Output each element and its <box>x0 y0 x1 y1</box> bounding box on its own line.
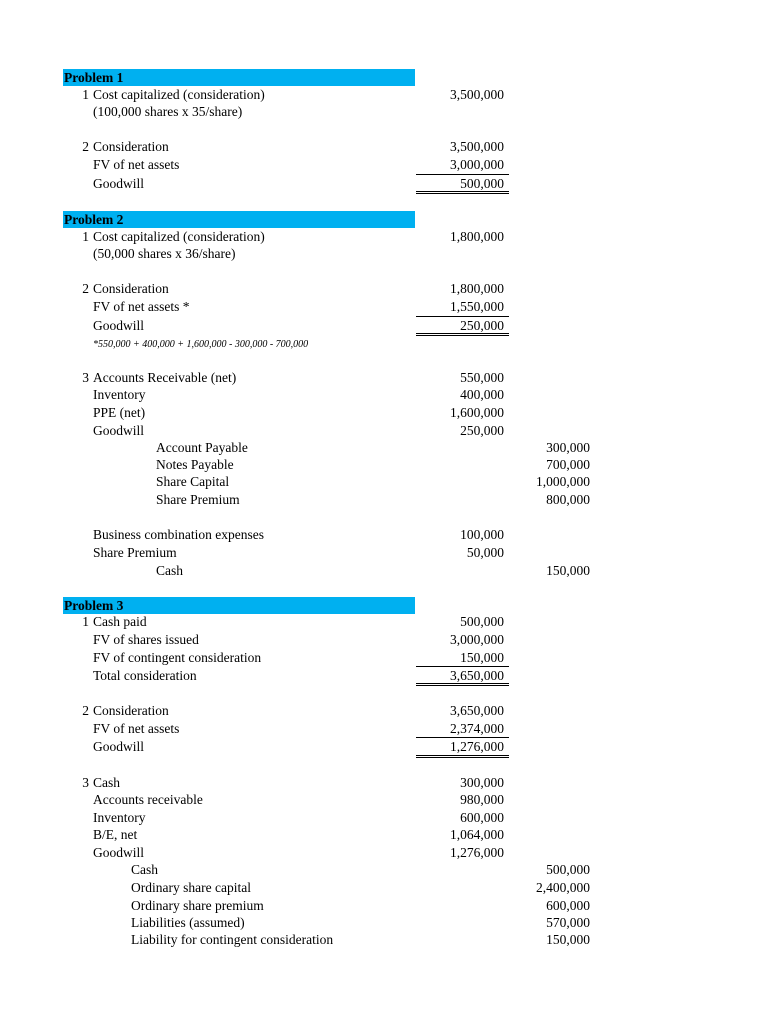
journal-credit-amount: 150,000 <box>546 932 590 947</box>
journal-debit-amount: 600,000 <box>460 810 504 825</box>
consideration-amount: 1,800,000 <box>450 281 504 296</box>
journal-credit-amount: 600,000 <box>546 898 590 913</box>
goodwill-label: Goodwill <box>93 739 145 754</box>
fv-net-assets-amount: 2,374,000 <box>450 721 504 736</box>
journal-debit-label: PPE (net) <box>93 405 146 420</box>
journal-credit-label: Liability for contingent consideration <box>131 932 334 947</box>
journal-debit-amount: 1,064,000 <box>450 827 504 842</box>
goodwill-amount: 500,000 <box>460 176 504 191</box>
journal-debit-amount: 550,000 <box>460 370 504 385</box>
problem-1-header <box>63 69 415 86</box>
journal-debit-label: Accounts Receivable (net) <box>93 370 237 385</box>
journal-credit-amount: 570,000 <box>546 915 590 930</box>
journal-debit-amount: 980,000 <box>460 792 504 807</box>
fv-contingent-label: FV of contingent consideration <box>93 650 262 665</box>
item-number: 1 <box>82 87 89 102</box>
journal-credit-amount: 700,000 <box>546 457 590 472</box>
journal-debit-label: Share Premium <box>93 545 177 560</box>
problem-3-title: Problem 3 <box>64 598 124 613</box>
item-number: 1 <box>82 229 89 244</box>
goodwill-label: Goodwill <box>93 176 145 191</box>
fv-net-assets-label: FV of net assets * <box>93 299 190 314</box>
problem-2-header <box>63 211 415 228</box>
item-number: 2 <box>82 139 89 154</box>
journal-debit-label: Inventory <box>93 810 146 825</box>
fv-net-assets-label: FV of net assets <box>93 721 180 736</box>
journal-debit-amount: 1,600,000 <box>450 405 504 420</box>
journal-debit-label: Business combination expenses <box>93 527 264 542</box>
double-rule <box>416 333 509 334</box>
cost-capitalized-label: Cost capitalized (consideration) <box>93 229 265 244</box>
consideration-label: Consideration <box>93 281 169 296</box>
journal-debit-amount: 400,000 <box>460 387 504 402</box>
journal-credit-label: Ordinary share premium <box>131 898 264 913</box>
journal-credit-label: Share Premium <box>156 492 240 507</box>
fv-shares-issued-label: FV of shares issued <box>93 632 199 647</box>
journal-debit-label: Inventory <box>93 387 146 402</box>
consideration-label: Consideration <box>93 703 169 718</box>
fv-net-assets-amount: 1,550,000 <box>450 299 504 314</box>
consideration-label: Consideration <box>93 139 169 154</box>
cash-paid-amount: 500,000 <box>460 614 504 629</box>
double-rule <box>416 755 509 756</box>
item-number: 2 <box>82 281 89 296</box>
goodwill-amount: 1,276,000 <box>450 739 504 754</box>
journal-credit-amount: 2,400,000 <box>536 880 590 895</box>
journal-credit-label: Ordinary share capital <box>131 880 251 895</box>
double-rule <box>416 191 509 192</box>
double-rule <box>416 685 509 686</box>
total-consideration-amount: 3,650,000 <box>450 668 504 683</box>
problem-3-header <box>63 597 415 614</box>
item-number: 3 <box>82 370 89 385</box>
journal-credit-label: Share Capital <box>156 474 230 489</box>
subtotal-rule <box>416 316 509 317</box>
journal-credit-label: Notes Payable <box>156 457 234 472</box>
cost-capitalized-amount: 1,800,000 <box>450 229 504 244</box>
goodwill-label: Goodwill <box>93 318 145 333</box>
double-rule <box>416 193 509 194</box>
journal-credit-label: Liabilities (assumed) <box>131 915 245 930</box>
journal-debit-amount: 50,000 <box>466 545 504 560</box>
journal-debit-amount: 250,000 <box>460 423 504 438</box>
journal-debit-label: Goodwill <box>93 845 145 860</box>
double-rule <box>416 757 509 758</box>
journal-credit-label: Cash <box>131 862 158 877</box>
total-consideration-label: Total consideration <box>93 668 197 683</box>
journal-credit-amount: 800,000 <box>546 492 590 507</box>
cost-capitalized-amount: 3,500,000 <box>450 87 504 102</box>
journal-credit-label: Account Payable <box>156 440 248 455</box>
fv-net-assets-amount: 3,000,000 <box>450 157 504 172</box>
journal-debit-label: B/E, net <box>93 827 138 842</box>
journal-credit-amount: 1,000,000 <box>536 474 590 489</box>
problem-2-title: Problem 2 <box>64 212 124 227</box>
cost-capitalized-label: Cost capitalized (consideration) <box>93 87 265 102</box>
fv-contingent-amount: 150,000 <box>460 650 504 665</box>
item-number: 2 <box>82 703 89 718</box>
double-rule <box>416 335 509 336</box>
journal-credit-amount: 500,000 <box>546 862 590 877</box>
subtotal-rule <box>416 666 509 667</box>
cost-capitalized-detail: (50,000 shares x 36/share) <box>93 246 236 261</box>
consideration-amount: 3,500,000 <box>450 139 504 154</box>
journal-debit-label: Goodwill <box>93 423 145 438</box>
fv-shares-issued-amount: 3,000,000 <box>450 632 504 647</box>
item-number: 3 <box>82 775 89 790</box>
cash-paid-label: Cash paid <box>93 614 147 629</box>
subtotal-rule <box>416 174 509 175</box>
journal-debit-amount: 100,000 <box>460 527 504 542</box>
journal-credit-label: Cash <box>156 563 183 578</box>
journal-credit-amount: 300,000 <box>546 440 590 455</box>
fv-net-assets-footnote: *550,000 + 400,000 + 1,600,000 - 300,000 - 700,000 <box>93 339 309 350</box>
double-rule <box>416 683 509 684</box>
journal-debit-label: Accounts receivable <box>93 792 203 807</box>
journal-debit-amount: 300,000 <box>460 775 504 790</box>
journal-debit-label: Cash <box>93 775 120 790</box>
consideration-amount: 3,650,000 <box>450 703 504 718</box>
problem-1-title: Problem 1 <box>64 70 124 85</box>
fv-net-assets-label: FV of net assets <box>93 157 180 172</box>
journal-debit-amount: 1,276,000 <box>450 845 504 860</box>
goodwill-amount: 250,000 <box>460 318 504 333</box>
subtotal-rule <box>416 737 509 738</box>
cost-capitalized-detail: (100,000 shares x 35/share) <box>93 104 243 119</box>
item-number: 1 <box>82 614 89 629</box>
journal-credit-amount: 150,000 <box>546 563 590 578</box>
